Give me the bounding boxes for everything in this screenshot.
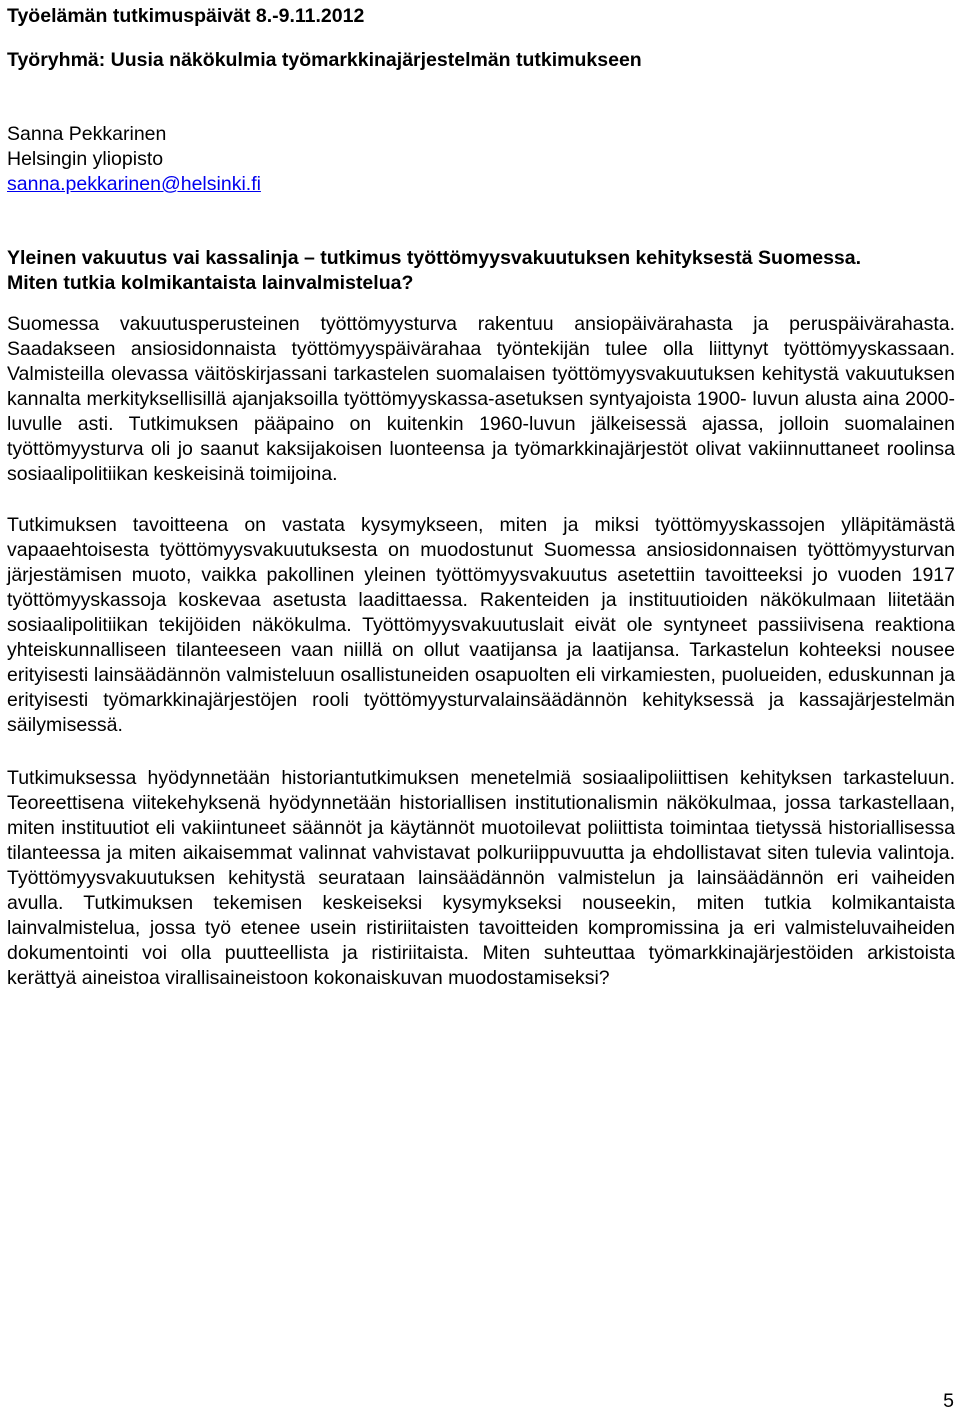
event-heading: Työelämän tutkimuspäivät 8.-9.11.2012 — [7, 5, 365, 27]
abstract-title — [7, 246, 955, 296]
author-block — [7, 122, 955, 197]
document-page — [7, 0, 955, 991]
abstract-paragraph: Tutkimuksen tavoitteena on vastata kysymykseen, miten ja miksi työttömyyskassojen ylläpitämästä vapaaehtoisesta työttömyysvakuutuksesta on muodostunut Suomessa ansiosidonnaisen työttömyysturvan järjestämisen muoto, vaikka pakollinen yleinen työttömyysvakuutus asetettiin tavoitteeksi jo vuoden 1917 työttömyyskassoja koskevaa asetusta laadittaessa. Rakenteiden ja instituutioiden näkökulmaan liitetään sosiaalipolitiikan tekijöiden näkökulma. Työttömyysvakuutuslait eivät ole syntyneet passiivisena reaktiona yhteiskunnalliseen tilanteeseen vaan niillä on ollut vaatijansa ja laatijansa. Tarkastelun kohteeksi nousee erityisesti lainsäädännön valmisteluun osallistuneiden osapuolten eli virkamiesten, puolueiden, eduskunnan ja erityisesti työmarkkinajärjestöjen rooli työttömyysturvalainsäädännön kehityksessä ja kassajärjestelmän säilymisessä. — [7, 514, 955, 736]
author-email-link[interactable]: sanna.pekkarinen@helsinki.fi — [7, 173, 261, 195]
author-affiliation: Helsingin yliopisto — [7, 148, 164, 170]
working-group-heading: Työryhmä: Uusia näkökulmia työmarkkinajärjestelmän tutkimukseen — [7, 49, 642, 71]
abstract-title-line-2: Miten tutkia kolmikantaista lainvalmistelua? — [7, 272, 414, 294]
page-number: 5 — [943, 1390, 954, 1412]
abstract-paragraph: Tutkimuksessa hyödynnetään historiantutkimuksen menetelmiä sosiaalipoliittisen kehityksen tarkasteluun. Teoreettisena viitekehyksenä hyödynnetään historiallisen institutionalismin näkökulmaa, jossa tarkastellaan, miten instituutiot eli vakiintuneet säännöt ja käytännöt muotoilevat poliittista toimintaa tietyssä historiallisessa tilanteessa ja miten aikaisemmat valinnat vahvistavat polkuriippuvuutta ja ehdollistavat siten tulevia valintoja. Työttömyysvakuutuksen kehitystä seurataan lainsäädännön valmistelun ja lainsäädännön eri vaiheiden avulla. Tutkimuksen tekemisen keskeiseksi kysymykseksi nouseekin, miten tutkia kolmikantaista lainvalmistelua, jossa työ etenee usein ristiriitaisten tavoitteiden kompromissina ja eri valmisteluvaiheiden dokumentointi voi olla puutteellista ja ristiriitaista. Miten suhteuttaa työmarkkinajärjestöiden arkistoista kerättyä aineistoa virallisaineistoon kokonaiskuvan muodostamiseksi? — [7, 767, 955, 989]
author-name: Sanna Pekkarinen — [7, 123, 167, 145]
abstract-title-line-1: Yleinen vakuutus vai kassalinja – tutkimus työttömyysvakuutuksen kehityksestä Suomessa. — [7, 247, 862, 269]
abstract-paragraph: Suomessa vakuutusperusteinen työttömyysturva rakentuu ansiopäivärahasta ja peruspäivärahasta. Saadakseen ansiosidonnaista työttömyyspäivärahaa työntekijän tulee olla liittynyt työttömyyskassaan. Valmisteilla olevassa väitöskirjassani tarkastelen suomalaisen työttömyysvakuutuksen kehitystä vakuutuksen kannalta merkityksellisillä ajanjaksoilla työttömyyskassa-asetuksen syntyajoista 1900- luvun alusta aina 2000-luvulle asti. Tutkimuksen pääpaino on kuitenkin 1960-luvun jälkeisessä ajassa, jolloin suomalainen työttömyysturva oli jo saanut kaksijakoisen luonteensa ja työmarkkinajärjestöt olivat vakiinnuttaneet roolinsa sosiaalipolitiikan keskeisinä toimijoina. — [7, 313, 955, 485]
